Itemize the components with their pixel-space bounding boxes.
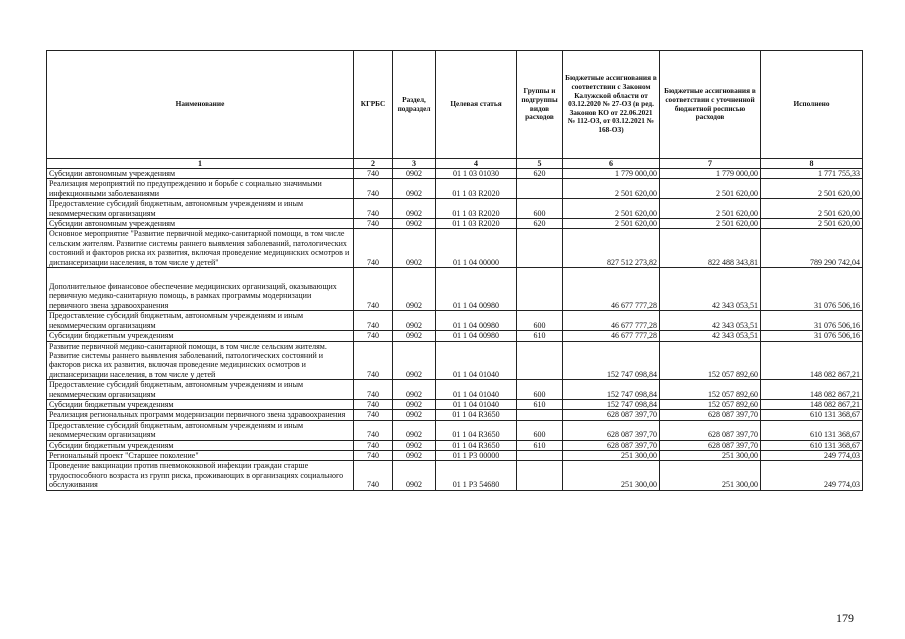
cell-executed: 610 131 368,67 bbox=[761, 420, 863, 440]
cell-group bbox=[517, 450, 563, 460]
cell-name: Предоставление субсидий бюджетным, автономным учреждениям и иным некоммерческим организациям bbox=[47, 420, 354, 440]
cell-executed: 2 501 620,00 bbox=[761, 179, 863, 199]
cell-section: 0902 bbox=[393, 311, 436, 331]
cell-section: 0902 bbox=[393, 169, 436, 179]
cell-refined: 628 087 397,70 bbox=[660, 440, 761, 450]
cell-executed: 148 082 867,21 bbox=[761, 380, 863, 400]
header-kgrbs: КГРБС bbox=[354, 51, 393, 159]
budget-table bbox=[46, 50, 863, 491]
cell-section: 0902 bbox=[393, 331, 436, 341]
cell-target: 01 1 04 R3650 bbox=[436, 440, 517, 450]
cell-executed: 31 076 506,16 bbox=[761, 268, 863, 311]
cell-name: Дополнительное финансовое обеспечение медицинских организаций, оказывающих первичную медико-санитарную помощь, в рамках программы модернизации первичного звена здравоохранения bbox=[47, 268, 354, 311]
cell-target: 01 1 04 00000 bbox=[436, 229, 517, 268]
cell-name: Основное мероприятие "Развитие первичной медико-санитарной помощи, в том числе сельским жителям. Развитие системы раннего выявления заболеваний, патологических состояний и факторов риска их развития, включая проведение медицинских осмотров и диспансеризации населения, в том числе у детей" bbox=[47, 229, 354, 268]
cell-kgrbs: 740 bbox=[354, 169, 393, 179]
cell-target: 01 1 04 00980 bbox=[436, 331, 517, 341]
table-body bbox=[47, 169, 863, 491]
cell-assigned: 628 087 397,70 bbox=[563, 420, 660, 440]
cell-section: 0902 bbox=[393, 268, 436, 311]
cell-group: 620 bbox=[517, 219, 563, 229]
cell-executed: 789 290 742,04 bbox=[761, 229, 863, 268]
cell-kgrbs: 740 bbox=[354, 199, 393, 219]
cell-executed: 249 774,03 bbox=[761, 450, 863, 460]
cell-name: Субсидии автономным учреждениям bbox=[47, 169, 354, 179]
cell-name: Региональный проект "Старшее поколение" bbox=[47, 450, 354, 460]
table-row bbox=[47, 268, 863, 311]
cell-group: 620 bbox=[517, 169, 563, 179]
table-row bbox=[47, 380, 863, 400]
cell-target: 01 1 04 01040 bbox=[436, 399, 517, 409]
header-section: Раздел, подраздел bbox=[393, 51, 436, 159]
cell-section: 0902 bbox=[393, 450, 436, 460]
cell-assigned: 628 087 397,70 bbox=[563, 440, 660, 450]
table-row bbox=[47, 440, 863, 450]
table-row bbox=[47, 331, 863, 341]
cell-target: 01 1 P3 00000 bbox=[436, 450, 517, 460]
column-number: 1 bbox=[47, 159, 354, 169]
cell-group: 600 bbox=[517, 420, 563, 440]
cell-kgrbs: 740 bbox=[354, 450, 393, 460]
cell-executed: 249 774,03 bbox=[761, 461, 863, 490]
cell-name: Развитие первичной медико-санитарной помощи, в том числе сельским жителям. Развитие системы раннего выявления заболеваний, патологических состояний и факторов риска их развития, включая проведение медицинских осмотров и диспансеризации населения, в том числе у детей bbox=[47, 341, 354, 380]
cell-group: 600 bbox=[517, 199, 563, 219]
cell-name: Субсидии бюджетным учреждениям bbox=[47, 399, 354, 409]
cell-section: 0902 bbox=[393, 179, 436, 199]
table-row bbox=[47, 169, 863, 179]
cell-name: Проведение вакцинации против пневмококковой инфекции граждан старше трудоспособного возраста из групп риска, проживающих в организациях социального обслуживания bbox=[47, 461, 354, 490]
cell-refined: 152 057 892,60 bbox=[660, 399, 761, 409]
cell-assigned: 2 501 620,00 bbox=[563, 199, 660, 219]
header-assigned: Бюджетные ассигнования в соответствии с Законом Калужской области от 03.12.2020 № 27-ОЗ (в ред. Законов КО от 22.06.2021 № 112-ОЗ, от 03.12.2021 № 168-ОЗ) bbox=[563, 51, 660, 159]
cell-target: 01 1 03 01030 bbox=[436, 169, 517, 179]
header-executed: Исполнено bbox=[761, 51, 863, 159]
cell-name: Предоставление субсидий бюджетным, автономным учреждениям и иным некоммерческим организациям bbox=[47, 380, 354, 400]
cell-assigned: 251 300,00 bbox=[563, 461, 660, 490]
cell-section: 0902 bbox=[393, 341, 436, 380]
header-groups: Группы и подгруппы видов расходов bbox=[517, 51, 563, 159]
cell-refined: 2 501 620,00 bbox=[660, 179, 761, 199]
cell-assigned: 251 300,00 bbox=[563, 450, 660, 460]
table-row bbox=[47, 341, 863, 380]
cell-target: 01 1 03 R2020 bbox=[436, 179, 517, 199]
cell-name: Предоставление субсидий бюджетным, автономным учреждениям и иным некоммерческим организациям bbox=[47, 199, 354, 219]
cell-executed: 1 771 755,33 bbox=[761, 169, 863, 179]
cell-kgrbs: 740 bbox=[354, 341, 393, 380]
cell-refined: 2 501 620,00 bbox=[660, 219, 761, 229]
cell-refined: 42 343 053,51 bbox=[660, 331, 761, 341]
cell-refined: 1 779 000,00 bbox=[660, 169, 761, 179]
table-row bbox=[47, 420, 863, 440]
table-row bbox=[47, 179, 863, 199]
cell-group bbox=[517, 179, 563, 199]
cell-name: Реализация мероприятий по предупреждению и борьбе с социально значимыми инфекционными заболеваниями bbox=[47, 179, 354, 199]
cell-section: 0902 bbox=[393, 399, 436, 409]
cell-assigned: 46 677 777,28 bbox=[563, 311, 660, 331]
column-number-row bbox=[47, 159, 863, 169]
column-number: 2 bbox=[354, 159, 393, 169]
cell-group bbox=[517, 268, 563, 311]
cell-executed: 148 082 867,21 bbox=[761, 399, 863, 409]
cell-group bbox=[517, 229, 563, 268]
header-refined: Бюджетные ассигнования в соответствии с уточненной бюджетной росписью расходов bbox=[660, 51, 761, 159]
cell-name: Субсидии автономным учреждениям bbox=[47, 219, 354, 229]
cell-refined: 42 343 053,51 bbox=[660, 311, 761, 331]
table-row bbox=[47, 219, 863, 229]
cell-section: 0902 bbox=[393, 420, 436, 440]
cell-target: 01 1 P3 54680 bbox=[436, 461, 517, 490]
cell-refined: 42 343 053,51 bbox=[660, 268, 761, 311]
header-name: Наименование bbox=[47, 51, 354, 159]
column-number: 6 bbox=[563, 159, 660, 169]
table-row bbox=[47, 311, 863, 331]
cell-section: 0902 bbox=[393, 380, 436, 400]
cell-target: 01 1 03 R2020 bbox=[436, 199, 517, 219]
cell-assigned: 46 677 777,28 bbox=[563, 268, 660, 311]
cell-group: 610 bbox=[517, 399, 563, 409]
cell-name: Предоставление субсидий бюджетным, автономным учреждениям и иным некоммерческим организациям bbox=[47, 311, 354, 331]
cell-kgrbs: 740 bbox=[354, 440, 393, 450]
cell-group: 600 bbox=[517, 380, 563, 400]
cell-executed: 610 131 368,67 bbox=[761, 440, 863, 450]
cell-assigned: 827 512 273,82 bbox=[563, 229, 660, 268]
cell-section: 0902 bbox=[393, 219, 436, 229]
cell-assigned: 152 747 098,84 bbox=[563, 399, 660, 409]
cell-executed: 31 076 506,16 bbox=[761, 311, 863, 331]
cell-kgrbs: 740 bbox=[354, 219, 393, 229]
column-number: 7 bbox=[660, 159, 761, 169]
cell-target: 01 1 04 01040 bbox=[436, 341, 517, 380]
cell-target: 01 1 04 R3650 bbox=[436, 420, 517, 440]
cell-assigned: 2 501 620,00 bbox=[563, 219, 660, 229]
cell-kgrbs: 740 bbox=[354, 229, 393, 268]
cell-group: 600 bbox=[517, 311, 563, 331]
cell-kgrbs: 740 bbox=[354, 311, 393, 331]
cell-kgrbs: 740 bbox=[354, 179, 393, 199]
cell-refined: 152 057 892,60 bbox=[660, 341, 761, 380]
cell-group bbox=[517, 461, 563, 490]
column-number: 3 bbox=[393, 159, 436, 169]
cell-target: 01 1 03 R2020 bbox=[436, 219, 517, 229]
cell-kgrbs: 740 bbox=[354, 410, 393, 420]
cell-assigned: 628 087 397,70 bbox=[563, 410, 660, 420]
cell-group: 610 bbox=[517, 440, 563, 450]
table-header-row bbox=[47, 51, 863, 159]
table-row bbox=[47, 410, 863, 420]
cell-name: Субсидии бюджетным учреждениям bbox=[47, 331, 354, 341]
cell-refined: 2 501 620,00 bbox=[660, 199, 761, 219]
cell-refined: 628 087 397,70 bbox=[660, 410, 761, 420]
table-row bbox=[47, 229, 863, 268]
cell-kgrbs: 740 bbox=[354, 399, 393, 409]
cell-kgrbs: 740 bbox=[354, 331, 393, 341]
cell-refined: 628 087 397,70 bbox=[660, 420, 761, 440]
cell-kgrbs: 740 bbox=[354, 420, 393, 440]
column-number: 4 bbox=[436, 159, 517, 169]
cell-refined: 152 057 892,60 bbox=[660, 380, 761, 400]
cell-refined: 251 300,00 bbox=[660, 461, 761, 490]
table-row bbox=[47, 399, 863, 409]
cell-section: 0902 bbox=[393, 461, 436, 490]
cell-target: 01 1 04 00980 bbox=[436, 311, 517, 331]
cell-name: Субсидии бюджетным учреждениям bbox=[47, 440, 354, 450]
cell-kgrbs: 740 bbox=[354, 268, 393, 311]
cell-executed: 2 501 620,00 bbox=[761, 219, 863, 229]
cell-executed: 31 076 506,16 bbox=[761, 331, 863, 341]
cell-section: 0902 bbox=[393, 199, 436, 219]
cell-assigned: 2 501 620,00 bbox=[563, 179, 660, 199]
cell-refined: 251 300,00 bbox=[660, 450, 761, 460]
cell-assigned: 46 677 777,28 bbox=[563, 331, 660, 341]
cell-executed: 2 501 620,00 bbox=[761, 199, 863, 219]
header-target: Целевая статья bbox=[436, 51, 517, 159]
cell-executed: 610 131 368,67 bbox=[761, 410, 863, 420]
cell-kgrbs: 740 bbox=[354, 461, 393, 490]
cell-target: 01 1 04 01040 bbox=[436, 380, 517, 400]
cell-group: 610 bbox=[517, 331, 563, 341]
cell-section: 0902 bbox=[393, 410, 436, 420]
table-row bbox=[47, 450, 863, 460]
cell-executed: 148 082 867,21 bbox=[761, 341, 863, 380]
budget-table-sheet bbox=[46, 50, 862, 491]
page-number: 179 bbox=[836, 611, 854, 625]
cell-name: Реализация региональных программ модернизации первичного звена здравоохранения bbox=[47, 410, 354, 420]
cell-section: 0902 bbox=[393, 229, 436, 268]
cell-assigned: 1 779 000,00 bbox=[563, 169, 660, 179]
cell-assigned: 152 747 098,84 bbox=[563, 341, 660, 380]
table-row bbox=[47, 199, 863, 219]
cell-section: 0902 bbox=[393, 440, 436, 450]
column-number: 8 bbox=[761, 159, 863, 169]
cell-group bbox=[517, 410, 563, 420]
cell-group bbox=[517, 341, 563, 380]
cell-target: 01 1 04 00980 bbox=[436, 268, 517, 311]
cell-kgrbs: 740 bbox=[354, 380, 393, 400]
column-number: 5 bbox=[517, 159, 563, 169]
cell-target: 01 1 04 R3650 bbox=[436, 410, 517, 420]
table-row bbox=[47, 461, 863, 490]
cell-refined: 822 488 343,81 bbox=[660, 229, 761, 268]
cell-assigned: 152 747 098,84 bbox=[563, 380, 660, 400]
